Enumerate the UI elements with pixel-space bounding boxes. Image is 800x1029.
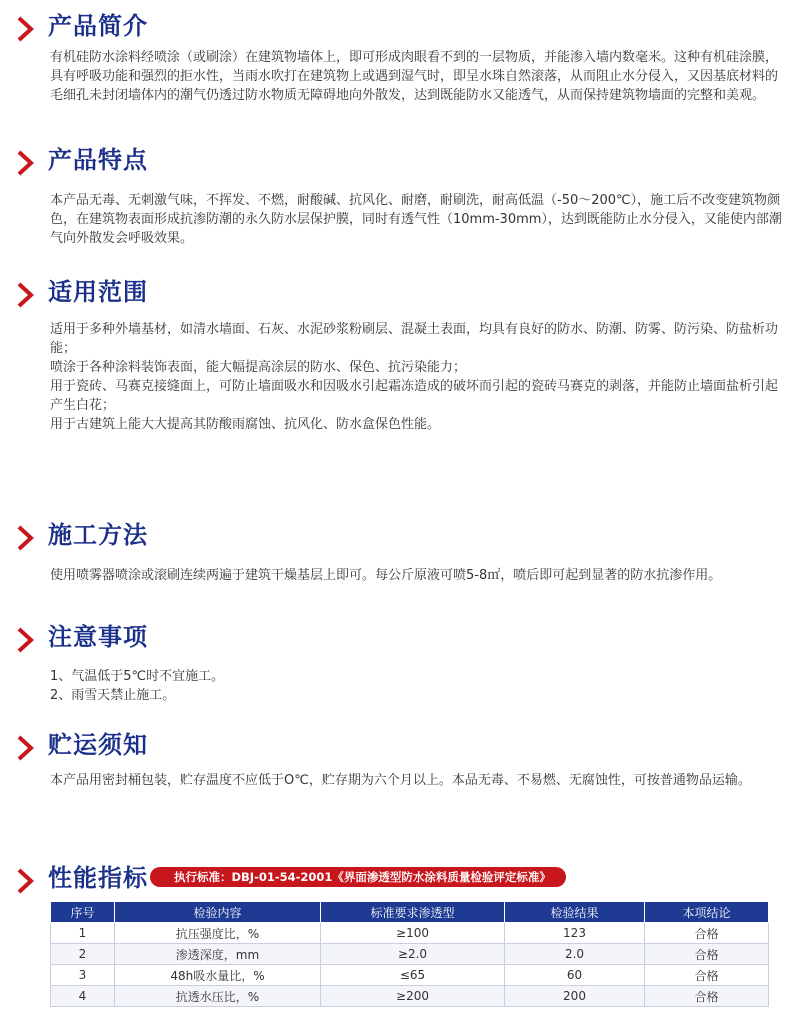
section-body (50, 771, 788, 790)
section-body (50, 667, 788, 705)
table-cell: 合格 (645, 923, 769, 944)
table-cell: 200 (505, 986, 645, 1007)
section-header (0, 276, 800, 316)
section-body (50, 566, 788, 585)
section-header (0, 519, 800, 559)
section-header (0, 729, 800, 769)
paragraph: 2、雨雪天禁止施工。 (50, 688, 176, 703)
section-header (0, 144, 800, 184)
table-cell: 2.0 (505, 944, 645, 965)
table-cell: ≥200 (321, 986, 505, 1007)
performance-table (50, 901, 769, 1007)
section-title: 性能指标 (48, 864, 148, 892)
table-cell: 48h吸水量比，% (115, 965, 321, 986)
table-cell: ≥2.0 (321, 944, 505, 965)
table-cell: 抗压强度比，% (115, 923, 321, 944)
chevron-right-icon (14, 523, 36, 553)
table-cell: ≤65 (321, 965, 505, 986)
paragraph: 用于古建筑上能大大提高其防酸雨腐蚀、抗风化、防水盒保色性能。 (50, 417, 441, 432)
table-cell: 60 (505, 965, 645, 986)
section-header (0, 10, 800, 50)
table-cell: 合格 (645, 944, 769, 965)
paragraph: 喷涂于各种涂料装饰表面，能大幅提高涂层的防水、保色、抗污染能力； (50, 360, 467, 375)
standard-badge: 执行标准：DBJ-01-54-2001《界面渗透型防水涂料质量检验评定标准》 (150, 867, 566, 887)
chevron-right-icon (14, 148, 36, 178)
table-row (51, 923, 769, 944)
table-cell: 合格 (645, 986, 769, 1007)
section-title: 适用范围 (48, 278, 148, 306)
section-applications (0, 276, 800, 316)
table-cell: 合格 (645, 965, 769, 986)
chevron-right-icon (14, 14, 36, 44)
section-construction (0, 519, 800, 559)
paragraph: 使用喷雾器喷涂或滚刷连续两遍于建筑干燥基层上即可。每公斤原液可喷5-8㎡，喷后即可起到显著的防水抗渗作用。 (50, 568, 722, 583)
table-cell: 1 (51, 923, 115, 944)
section-title: 施工方法 (48, 521, 148, 549)
section-body (50, 191, 788, 248)
section-title: 贮运须知 (48, 731, 148, 759)
paragraph: 1、气温低于5℃时不宜施工。 (50, 669, 225, 684)
column-header: 检验内容 (115, 902, 321, 923)
column-header: 标准要求渗透型 (321, 902, 505, 923)
chevron-right-icon (14, 733, 36, 763)
paragraph: 用于瓷砖、马赛克接缝面上，可防止墙面吸水和因吸水引起霜冻造成的破坏而引起的瓷砖马赛克的剥落，并能防止墙面盐析引起产生白花； (50, 379, 779, 413)
chevron-right-icon (14, 625, 36, 655)
column-header: 序号 (51, 902, 115, 923)
paragraph: 有机硅防水涂料经喷涂（或刷涂）在建筑物墙体上，即可形成肉眼看不到的一层物质，并能渗入墙内数毫米。这种有机硅涂膜，具有呼吸功能和强烈的拒水性，当雨水吹打在建筑物上或遇到湿气时，即呈水珠自然滚落，从而阻止水分侵入，又因基底材料的毛细孔未封闭墙体内的潮气仍透过防水物质无障碍地向外散发，达到既能防水又能透气，从而保持建筑物墙面的完整和美观。 (50, 50, 779, 103)
table-row (51, 965, 769, 986)
table-row (51, 986, 769, 1007)
column-header: 本项结论 (645, 902, 769, 923)
chevron-right-icon (14, 866, 36, 896)
section-body (50, 320, 788, 434)
paragraph: 适用于多种外墙基材，如清水墙面、石灰、水泥砂浆粉刷层、混凝土表面，均具有良好的防水、防潮、防雾、防污染、防盐析功能； (50, 322, 779, 356)
paragraph: 本产品无毒、无刺激气味，不挥发、不燃，耐酸碱、抗风化、耐磨，耐刷洗，耐高低温（-50～200℃），施工后不改变建筑物颜色，在建筑物表面形成抗渗防潮的永久防水层保护膜，同时有透气性（10mm-30mm），达到既能防止水分侵入，又能使内部潮气向外散发会呼吸效果。 (50, 193, 782, 246)
section-title: 注意事项 (48, 623, 148, 651)
table-row (51, 944, 769, 965)
section-performance (0, 862, 800, 902)
paragraph: 本产品用密封桶包装，贮存温度不应低于O℃，贮存期为六个月以上。本品无毒、不易燃、无腐蚀性，可按普通物品运输。 (50, 773, 751, 788)
section-title: 产品特点 (48, 146, 148, 174)
section-body (50, 48, 788, 105)
table-cell: ≥100 (321, 923, 505, 944)
table-cell: 123 (505, 923, 645, 944)
table-cell: 4 (51, 986, 115, 1007)
section-title: 产品简介 (48, 12, 148, 40)
table-cell: 抗透水压比，% (115, 986, 321, 1007)
section-intro (0, 10, 800, 50)
section-storage (0, 729, 800, 769)
section-notes (0, 621, 800, 661)
table-cell: 3 (51, 965, 115, 986)
section-header (0, 621, 800, 661)
chevron-right-icon (14, 280, 36, 310)
table-cell: 2 (51, 944, 115, 965)
section-header (0, 862, 800, 902)
table-header-row (51, 902, 769, 923)
section-features (0, 144, 800, 184)
table-cell: 渗透深度，mm (115, 944, 321, 965)
column-header: 检验结果 (505, 902, 645, 923)
